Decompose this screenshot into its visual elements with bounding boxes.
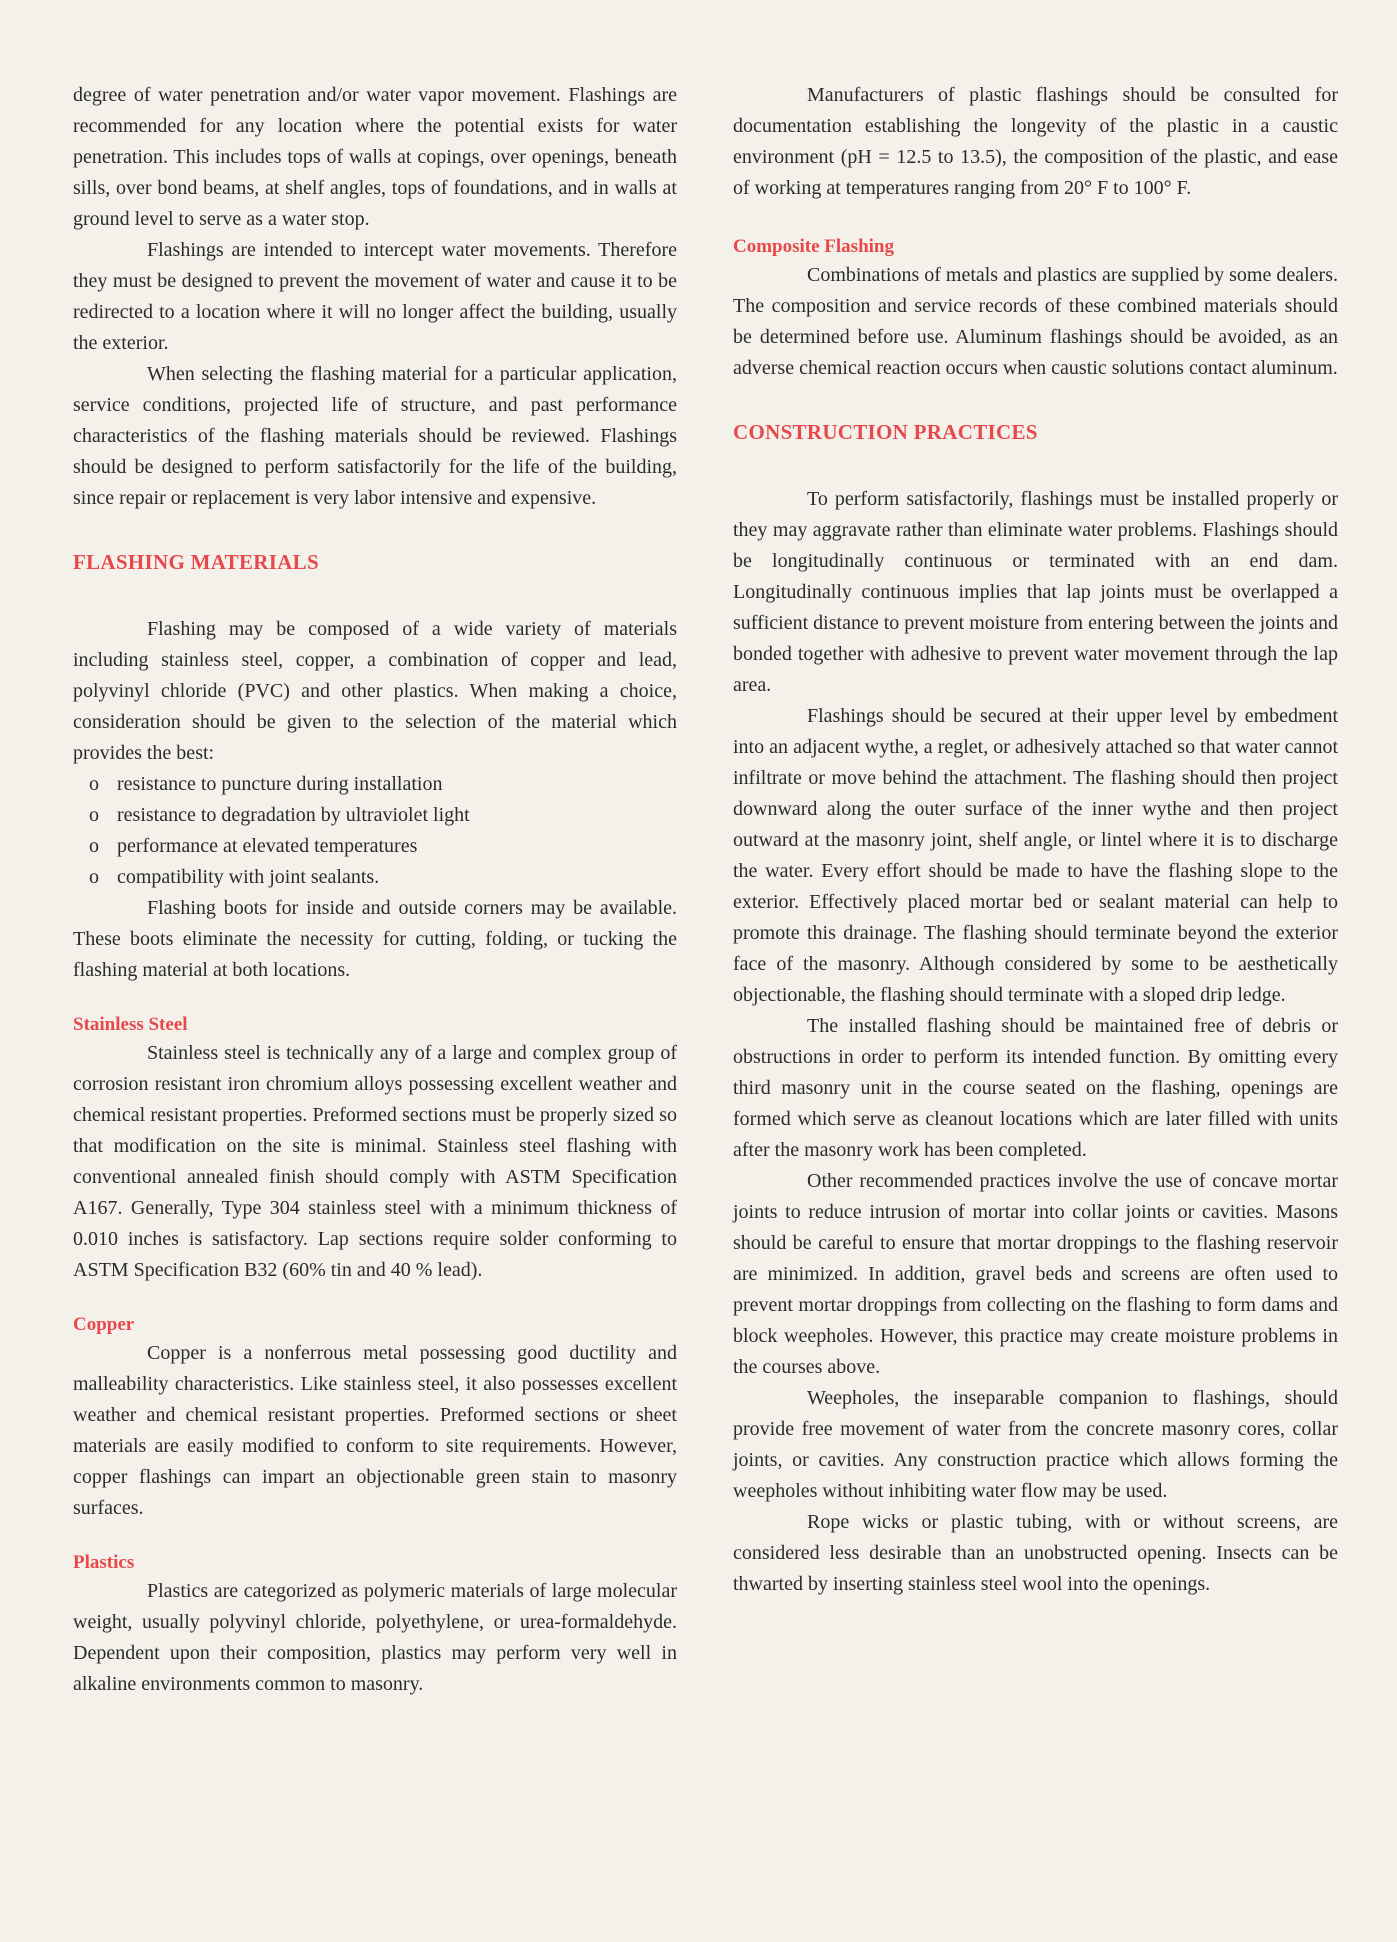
construction-paragraph-4: Other recommended practices involve the use of concave mortar joints to reduce intrusion of mortar into collar joints or cavities. Masons should be careful to ensure that mortar droppings to the flashing reservoir are minimized. In addition, gravel beds and screens are often used to prevent mortar droppings from collecting on the flashing to form dams and block weepholes. However, this practice may create moisture problems in the courses above. [733, 1170, 1338, 1378]
bullet-mark: o [89, 835, 99, 857]
list-item: o resistance to puncture during installation [89, 769, 677, 800]
intro-paragraph-3: When selecting the flashing material for a particular application, service conditions, projected life of structure, and past performance characteristics of the flashing materials should be reviewed. Flashings should be designed to perform satisfactorily for the life of the building, since repair or replacement is very labor intensive and expensive. [73, 363, 677, 509]
list-item: o resistance to degradation by ultraviolet light [89, 800, 677, 831]
bullet-mark: o [89, 773, 99, 795]
construction-paragraph-2: Flashings should be secured at their upper level by embedment into an adjacent wythe, a reglet, or adhesively attached so that water cannot infiltrate or move behind the attachment. The flashing should then project downward along the outer surface of the inner wythe and then project outward at the masonry joint, shelf angle, or lintel where it is to discharge the water. Every effort should be made to have the flashing slope to the exterior. Effectively placed mortar bed or sealant material can help to promote this drainage. The flashing should terminate beyond the exterior face of the masonry. Although considered by some to be aesthetically objectionable, the flashing should terminate with a sloped drip ledge. [733, 705, 1338, 1006]
stainless-steel-heading: Stainless Steel [73, 1014, 188, 1035]
construction-paragraph-1: To perform satisfactorily, flashings must be installed properly or they may aggravate rather than eliminate water problems. Flashings should be longitudinally continuous or terminated with an end dam. Longitudinally continuous implies that lap joints must be overlapped a sufficient distance to prevent moisture from entering between the joints and bonded together with adhesive to prevent water movement through the lap area. [733, 488, 1339, 696]
composite-paragraph: Combinations of metals and plastics are supplied by some dealers. The composition and service records of these combined materials should be determined before use. Aluminum flashings should be avoided, as an adverse chemical reaction occurs when caustic solutions contact aluminum. [733, 264, 1338, 379]
composite-flashing-heading: Composite Flashing [733, 236, 894, 257]
materials-paragraph-1: Flashing may be composed of a wide variety of materials including stainless steel, copper, a combination of copper and lead, polyvinyl chloride (PVC) and other plastics. When making a choice, consideration should be given to the selection of the material which provides the best: [73, 618, 677, 764]
intro-paragraph-1: degree of water penetration and/or water vapor movement. Flashings are recommended for any location where the potential exists for water penetration. This includes tops of walls at copings, over openings, beneath sills, over bond beams, at shelf angles, tops of foundations, and in walls at ground level to serve as a water stop. [73, 84, 677, 230]
intro-paragraph-2: Flashings are intended to intercept water movements. Therefore they must be designed to prevent the movement of water and cause it to be redirected to a location where it will no longer affect the building, usually the exterior. [73, 239, 677, 354]
construction-practices-heading: CONSTRUCTION PRACTICES [733, 420, 1038, 444]
stainless-steel-paragraph: Stainless steel is technically any of a large and complex group of corrosion resistant iron chromium alloys possessing excellent weather and chemical resistant properties. Preformed sections must be properly sized so that modification on the site is minimal. Stainless steel flashing with conventional annealed finish should comply with ASTM Specification A167. Generally, Type 304 stainless steel with a minimum thickness of 0.010 inches is satisfactory. Lap sections require solder conforming to ASTM Specification B32 (60% tin and 40 % lead). [73, 1042, 677, 1281]
list-item: o compatibility with joint sealants. [89, 862, 677, 893]
flashing-materials-heading: FLASHING MATERIALS [73, 550, 319, 574]
plastics-heading: Plastics [73, 1552, 135, 1573]
construction-paragraph-5: Weepholes, the inseparable companion to flashings, should provide free movement of water from the concrete masonry cores, collar joints, or cavities. Any construction practice which allows forming the weepholes without inhibiting water flow may be used. [733, 1387, 1338, 1502]
copper-paragraph: Copper is a nonferrous metal possessing good ductility and malleability characteristics. Like stainless steel, it also possesses excellent weather and chemical resistant properties. Preformed sections or sheet materials are easily modified to conform to site requirements. However, copper flashings can impart an objectionable green stain to masonry surfaces. [73, 1342, 677, 1519]
bullet-mark: o [89, 804, 99, 826]
left-column [73, 80, 677, 1700]
plastics-paragraph-2: Manufacturers of plastic flashings should be consulted for documentation establishing the longevity of the plastic in a caustic environment (pH = 12.5 to 13.5), the composition of the plastic, and ease of working at temperatures ranging from 20° F to 100° F. [733, 84, 1338, 199]
construction-paragraph-6: Rope wicks or plastic tubing, with or without screens, are considered less desirable than an unobstructed opening. Insects can be thwarted by inserting stainless steel wool into the openings. [733, 1511, 1338, 1595]
plastics-paragraph: Plastics are categorized as polymeric materials of large molecular weight, usually polyvinyl chloride, polyethylene, or urea-formaldehyde. Dependent upon their composition, plastics may perform very well in alkaline environments common to masonry. [73, 1580, 677, 1695]
construction-paragraph-3: The installed flashing should be maintained free of debris or obstructions in order to perform its intended function. By omitting every third masonry unit in the course seated on the flashing, openings are formed which serve as cleanout locations which are later filled with units after the masonry work has been completed. [733, 1015, 1338, 1161]
copper-heading: Copper [73, 1314, 135, 1335]
materials-criteria-list [73, 769, 677, 893]
right-column [733, 80, 1338, 1600]
materials-paragraph-2: Flashing boots for inside and outside corners may be available. These boots eliminate the necessity for cutting, folding, or tucking the flashing material at both locations. [73, 897, 677, 981]
list-item: o performance at elevated temperatures [89, 831, 677, 862]
bullet-mark: o [89, 866, 99, 888]
